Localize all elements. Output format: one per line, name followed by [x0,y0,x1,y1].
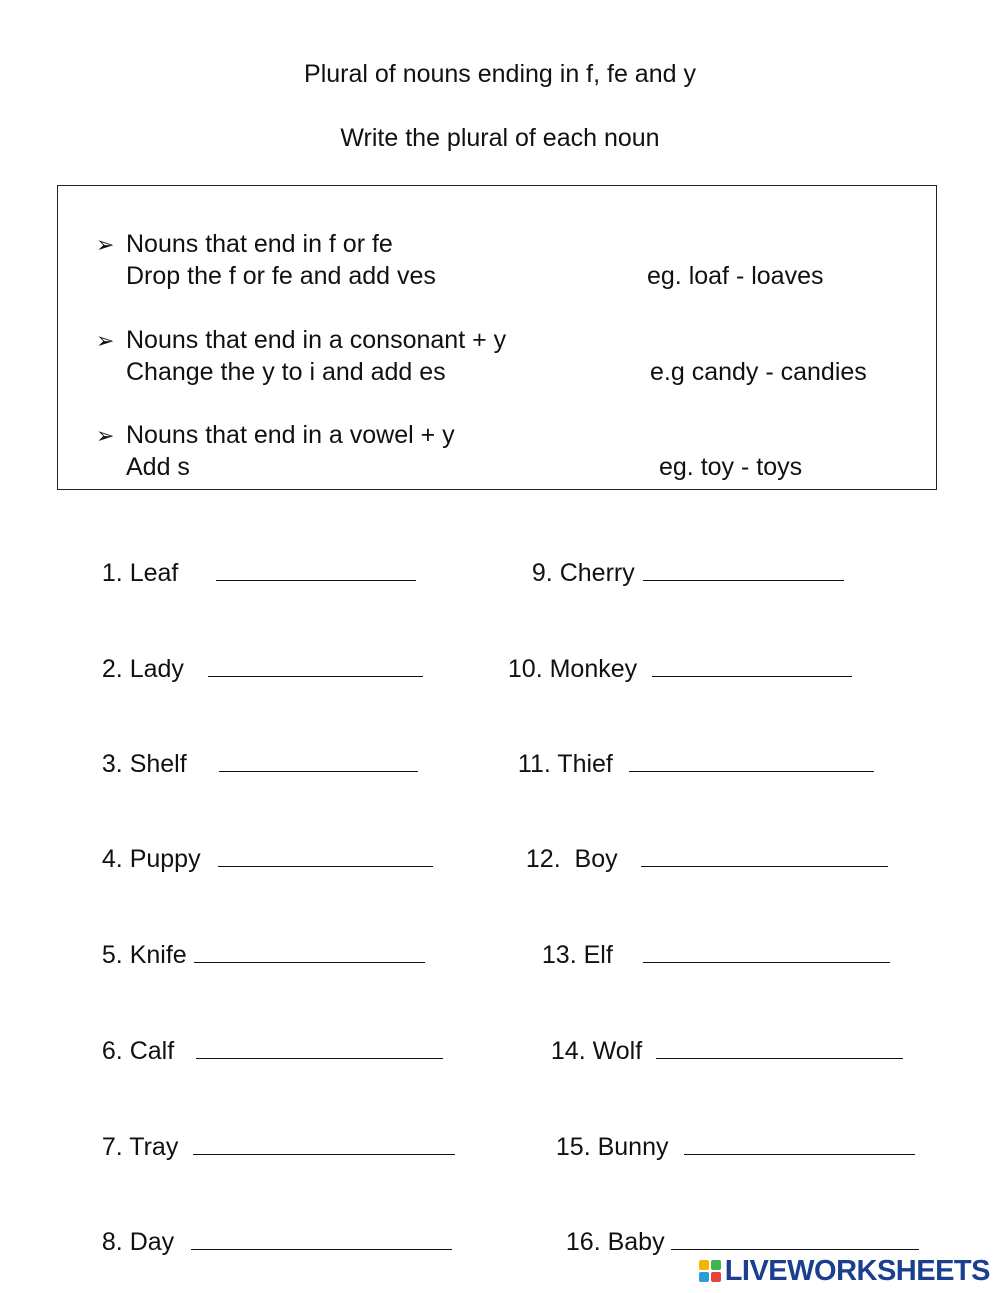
question-5 [88,908,425,970]
question-7 [88,1100,455,1162]
question-label: 13. Elf [541,941,613,969]
rule-example: e.g candy - candies [650,358,867,386]
arrow-bullet-icon: ➢ [96,328,115,353]
worksheet-title: Plural of nouns ending in f, fe and y [304,60,696,88]
question-11 [504,717,874,779]
question-2 [88,622,423,684]
logo-text: LIVEWORKSHEETS [724,1254,990,1287]
answer-blank[interactable] [684,1130,915,1155]
question-10 [494,622,852,684]
question-label: 5. Knife [101,941,187,969]
question-label: 1. Leaf [101,559,179,587]
question-1 [88,526,416,588]
rule-example: eg. loaf - loaves [647,262,824,290]
rule-instruction: Add s [126,453,190,481]
rule-instruction: Change the y to i and add es [126,358,446,386]
answer-blank[interactable] [652,652,852,677]
question-label: 3. Shelf [101,750,187,778]
question-label: 10. Monkey [507,655,638,683]
answer-blank[interactable] [641,842,888,867]
question-label: 6. Calf [101,1037,175,1065]
question-label: 7. Tray [101,1133,179,1161]
question-label: 12. Boy [525,845,618,873]
liveworksheets-logo [699,1255,990,1287]
worksheet-instructions: Write the plural of each noun [340,124,660,152]
logo-square [699,1260,709,1270]
question-12 [512,812,888,874]
answer-blank[interactable] [643,556,844,581]
logo-square [699,1272,709,1282]
answer-blank[interactable] [191,1225,452,1250]
question-label: 14. Wolf [550,1037,643,1065]
question-label: 15. Bunny [555,1133,669,1161]
question-9 [518,526,844,588]
question-label: 4. Puppy [101,845,201,873]
rule-heading: Nouns that end in a consonant + y [126,326,507,354]
question-15 [542,1100,915,1162]
rule-heading: Nouns that end in a vowel + y [126,421,455,449]
answer-blank[interactable] [194,938,425,963]
rules-box [57,185,937,490]
logo-square [711,1260,721,1270]
answer-blank[interactable] [208,652,423,677]
question-14 [537,1004,903,1066]
question-label: 16. Baby [565,1228,665,1256]
question-4 [88,812,433,874]
answer-blank[interactable] [196,1034,443,1059]
rule-example: eg. toy - toys [659,453,803,481]
question-3 [88,717,418,779]
question-label: 8. Day [101,1228,175,1256]
rule-instruction: Drop the f or fe and add ves [126,262,436,290]
rule-heading: Nouns that end in f or fe [126,230,393,258]
logo-square [711,1272,721,1282]
liveworksheets-logo-icon [699,1260,721,1282]
question-label: 11. Thief [517,750,613,778]
answer-blank[interactable] [629,747,874,772]
question-16 [552,1195,919,1257]
answer-blank[interactable] [219,747,418,772]
answer-blank[interactable] [216,556,416,581]
answer-blank[interactable] [671,1225,919,1250]
answer-blank[interactable] [193,1130,455,1155]
answer-blank[interactable] [656,1034,903,1059]
question-6 [88,1004,443,1066]
arrow-bullet-icon: ➢ [96,232,115,257]
arrow-bullet-icon: ➢ [96,423,115,448]
answer-blank[interactable] [643,938,890,963]
question-8 [88,1195,452,1257]
answer-blank[interactable] [218,842,433,867]
question-13 [528,908,890,970]
question-label: 9. Cherry [531,559,635,587]
question-label: 2. Lady [101,655,184,683]
